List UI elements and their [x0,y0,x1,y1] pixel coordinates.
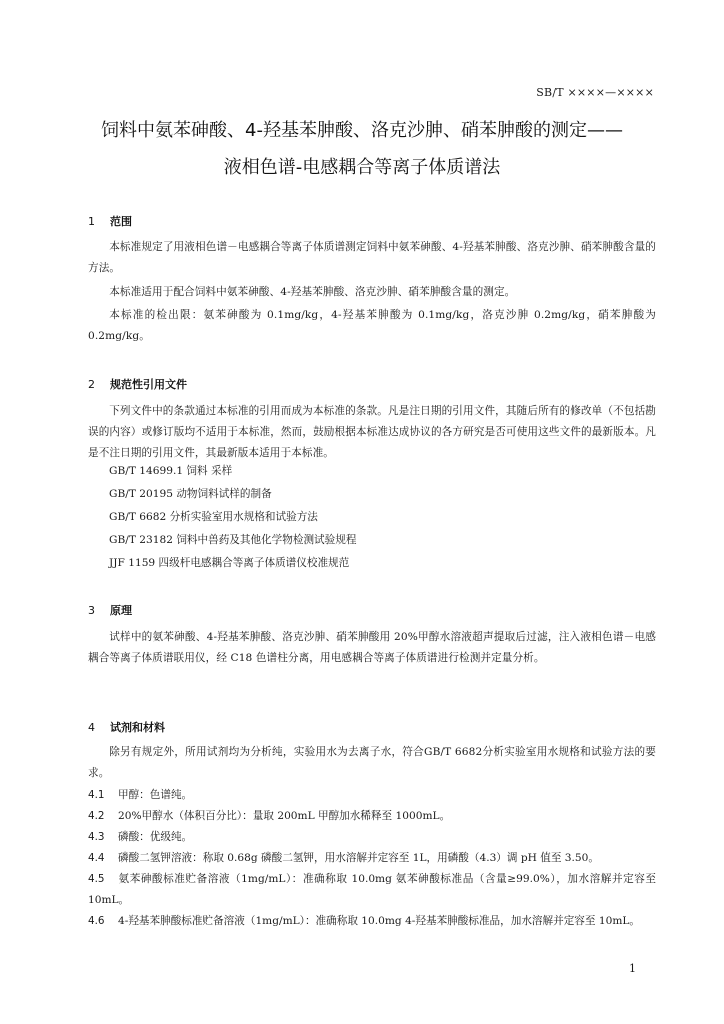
section-4-intro: 除另有规定外，所用试剂均为分析纯，实验用水为去离子水，符合GB/T 6682分析实验室用水规格和试验方法的要求。 [88,746,656,779]
item-text: 氨苯砷酸标准贮备溶液（1mg/mL）：准确称取 10.0mg 氨苯砷酸标准品（含量≥99.0%），加水溶解并定容至 10mL。 [88,873,656,906]
item-number: 4.3 [88,831,105,843]
section-title: 范围 [110,215,132,228]
list-item [88,827,656,848]
section-title: 规范性引用文件 [110,378,187,391]
list-item [88,806,656,827]
item-text: 磷酸二氢钾溶液：称取 0.68g 磷酸二氢钾，用水溶解并定容至 1L，用磷酸（4.3）调 pH 值至 3.50。 [118,852,599,864]
item-text: 甲醇：色谱纯。 [118,789,193,801]
section-number: 1 [88,215,95,228]
list-item [88,869,656,911]
item-text: 磷酸：优级纯。 [118,831,193,843]
section-title: 试剂和材料 [110,721,165,734]
section-2-intro: 下列文件中的条款通过本标准的引用而成为本标准的条款。凡是注日期的引用文件，其随后所有的修改单（不包括勘误的内容）或修订版均不适用于本标准，然而，鼓励根据本标准达成协议的各方研究是否可使用这些文件的最新版本。凡是不注日期的引用文件，其最新版本适用于本标准。 [88,405,656,459]
list-item [88,848,656,869]
document-title-line-1: 饲料中氨苯砷酸、4-羟基苯胂酸、洛克沙胂、硝苯胂酸的测定—— [101,120,623,141]
item-number: 4.4 [88,852,105,864]
section-1-paragraph-3: 本标准的检出限：氨苯砷酸为 0.1mg/kg，4-羟基苯胂酸为 0.1mg/kg，洛克沙胂 0.2mg/kg，硝苯胂酸为 0.2mg/kg。 [88,309,656,342]
section-4-heading [88,719,165,735]
item-text: 20%甲醇水（体积百分比）：量取 200mL 甲醇加水稀释至 1000mL。 [118,810,451,822]
section-number: 2 [88,378,95,391]
reference-item: GB/T 23182 饲料中兽药及其他化学物检测试验规程 [109,534,357,546]
section-1-heading [88,213,132,229]
item-number: 4.6 [88,915,105,927]
item-number: 4.5 [88,873,105,885]
item-number: 4.1 [88,789,105,801]
item-number: 4.2 [88,810,105,822]
section-title: 原理 [110,604,132,617]
document-title-line-2: 液相色谱-电感耦合等离子体质谱法 [223,157,501,178]
reference-item: JJF 1159 四级杆电感耦合等离子体质谱仪校准规范 [109,557,350,569]
list-item [88,785,656,806]
section-2-heading [88,376,187,392]
reference-item: GB/T 6682 分析实验室用水规格和试验方法 [109,511,318,523]
section-3-paragraph: 试样中的氨苯砷酸、4-羟基苯胂酸、洛克沙胂、硝苯胂酸用 20%甲醇水溶液超声提取后过滤，注入液相色谱－电感耦合等离子体质谱联用仪，经 C18 色谱柱分离，用电感耦合等离子体质谱进行检测并定量分析。 [88,631,656,664]
section-1-paragraph-2: 本标准适用于配合饲料中氨苯砷酸、4-羟基苯胂酸、洛克沙胂、硝苯胂酸含量的测定。 [109,286,516,298]
page-number: 1 [629,962,636,975]
section-3-heading [88,602,132,618]
standard-code: SB/T ××××—×××× [536,86,654,99]
section-1-paragraph-1: 本标准规定了用液相色谱－电感耦合等离子体质谱测定饲料中氨苯砷酸、4-羟基苯胂酸、洛克沙胂、硝苯胂酸含量的方法。 [88,241,656,274]
section-number: 3 [88,604,95,617]
item-text: 4-羟基苯胂酸标准贮备溶液（1mg/mL）：准确称取 10.0mg 4-羟基苯胂酸标准品，加水溶解并定容至 10mL。 [118,915,641,927]
list-item [88,911,656,932]
section-number: 4 [88,721,95,734]
reference-item: GB/T 14699.1 饲料 采样 [109,465,233,477]
reference-item: GB/T 20195 动物饲料试样的制备 [109,488,272,500]
